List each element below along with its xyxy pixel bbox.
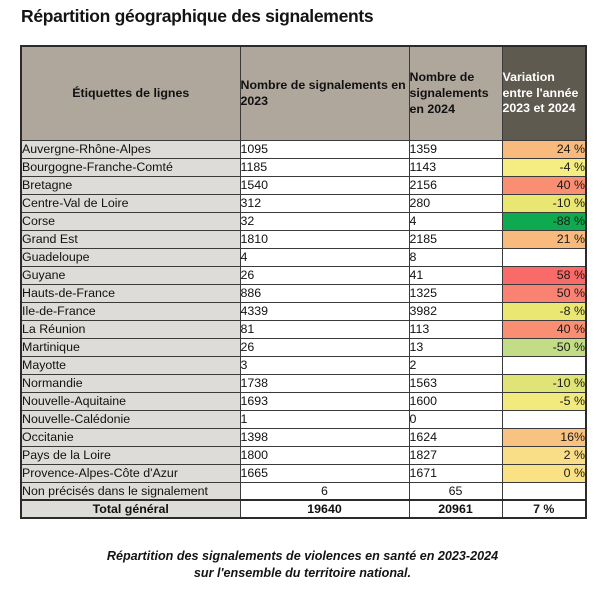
cell-count-2024: 2185 [409,230,502,248]
table-header [21,46,586,140]
cell-variation [502,482,586,500]
cell-count-2024: 2 [409,356,502,374]
total-label: Total général [21,500,240,518]
cell-variation: 58 % [502,266,586,284]
cell-count-2023: 6 [240,482,409,500]
row-label: Normandie [21,374,240,392]
cell-variation: 40 % [502,320,586,338]
regional-signalements-table [20,45,587,519]
table-header-row [21,46,586,140]
cell-variation: 2 % [502,446,586,464]
cell-variation: -10 % [502,194,586,212]
cell-count-2024: 41 [409,266,502,284]
cell-count-2023: 32 [240,212,409,230]
cell-variation: -88 % [502,212,586,230]
table-container [20,45,585,519]
cell-count-2023: 312 [240,194,409,212]
cell-count-2023: 1095 [240,140,409,158]
total-variation: 7 % [502,500,586,518]
table-row [21,374,586,392]
column-header-labels: Étiquettes de lignes [21,46,240,140]
cell-count-2024: 1624 [409,428,502,446]
row-label: Occitanie [21,428,240,446]
cell-count-2023: 1800 [240,446,409,464]
cell-variation: -50 % [502,338,586,356]
cell-count-2023: 1185 [240,158,409,176]
total-count-2023: 19640 [240,500,409,518]
cell-count-2023: 3 [240,356,409,374]
cell-count-2024: 1359 [409,140,502,158]
cell-count-2023: 81 [240,320,409,338]
cell-count-2023: 1810 [240,230,409,248]
cell-variation: -8 % [502,302,586,320]
cell-count-2024: 113 [409,320,502,338]
table-row [21,446,586,464]
cell-variation: -10 % [502,374,586,392]
table-row [21,410,586,428]
cell-variation: 40 % [502,176,586,194]
cell-count-2024: 280 [409,194,502,212]
page-title: Répartition géographique des signalements [21,6,374,26]
cell-count-2023: 4 [240,248,409,266]
table-row [21,230,586,248]
cell-count-2024: 3982 [409,302,502,320]
cell-count-2024: 2156 [409,176,502,194]
column-header-2024: Nombre de signalements en 2024 [409,46,502,140]
cell-variation: -5 % [502,392,586,410]
table-row [21,320,586,338]
table-row [21,248,586,266]
cell-count-2023: 4339 [240,302,409,320]
cell-count-2023: 886 [240,284,409,302]
table-row [21,194,586,212]
column-header-variation: Variation entre l'année 2023 et 2024 [502,46,586,140]
row-label: Bourgogne-Franche-Comté [21,158,240,176]
row-label: Bretagne [21,176,240,194]
cell-variation: 50 % [502,284,586,302]
column-header-2023: Nombre de signalements en 2023 [240,46,409,140]
row-label: Corse [21,212,240,230]
cell-variation [502,356,586,374]
table-row [21,464,586,482]
row-label: Guyane [21,266,240,284]
figure-caption [0,548,605,582]
table-row [21,338,586,356]
cell-variation: 21 % [502,230,586,248]
row-label: Ile-de-France [21,302,240,320]
cell-count-2024: 0 [409,410,502,428]
total-count-2024: 20961 [409,500,502,518]
row-label: Non précisés dans le signalement [21,482,240,500]
table-row [21,392,586,410]
cell-count-2024: 65 [409,482,502,500]
table-row [21,158,586,176]
cell-count-2024: 1827 [409,446,502,464]
row-label: Martinique [21,338,240,356]
row-label: Grand Est [21,230,240,248]
row-label: Mayotte [21,356,240,374]
cell-count-2024: 1143 [409,158,502,176]
table-row [21,302,586,320]
row-label: Hauts-de-France [21,284,240,302]
row-label: Pays de la Loire [21,446,240,464]
cell-variation [502,248,586,266]
row-label: Nouvelle-Calédonie [21,410,240,428]
cell-count-2023: 1 [240,410,409,428]
cell-variation: -4 % [502,158,586,176]
table-row [21,482,586,500]
cell-count-2023: 26 [240,266,409,284]
row-label: Guadeloupe [21,248,240,266]
table-row [21,356,586,374]
row-label: La Réunion [21,320,240,338]
table-row [21,176,586,194]
row-label: Nouvelle-Aquitaine [21,392,240,410]
cell-count-2024: 13 [409,338,502,356]
cell-variation [502,410,586,428]
cell-count-2024: 1325 [409,284,502,302]
cell-count-2024: 1671 [409,464,502,482]
table-row [21,140,586,158]
cell-variation: 0 % [502,464,586,482]
cell-variation: 16% [502,428,586,446]
cell-count-2023: 26 [240,338,409,356]
caption-line-2: sur l'ensemble du territoire national. [193,566,412,580]
row-label: Provence-Alpes-Côte d'Azur [21,464,240,482]
table-row [21,428,586,446]
table-row [21,212,586,230]
caption-line-1: Répartition des signalements de violences en santé en 2023-2024 [106,549,499,563]
cell-count-2023: 1398 [240,428,409,446]
cell-variation: 24 % [502,140,586,158]
row-label: Auvergne-Rhône-Alpes [21,140,240,158]
cell-count-2023: 1738 [240,374,409,392]
cell-count-2023: 1540 [240,176,409,194]
cell-count-2024: 1600 [409,392,502,410]
cell-count-2023: 1693 [240,392,409,410]
cell-count-2024: 8 [409,248,502,266]
table-total-row [21,500,586,518]
table-body [21,140,586,518]
cell-count-2023: 1665 [240,464,409,482]
cell-count-2024: 1563 [409,374,502,392]
table-row [21,266,586,284]
row-label: Centre-Val de Loire [21,194,240,212]
cell-count-2024: 4 [409,212,502,230]
table-row [21,284,586,302]
